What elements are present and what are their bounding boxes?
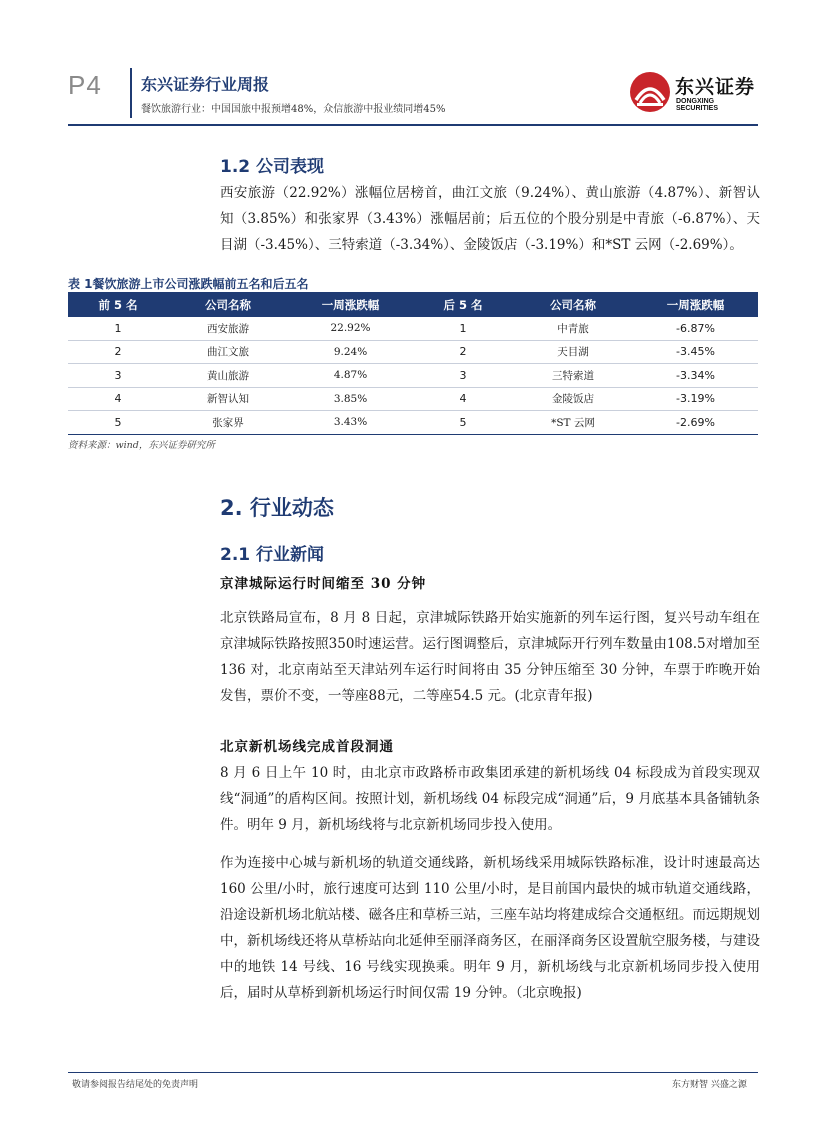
table-cell: 4 [413,387,513,411]
performance-table [68,292,758,435]
table-cell: 9.24% [288,340,413,364]
table-cell: 2 [68,340,168,364]
table-cell: 5 [68,411,168,435]
table-caption: 表 1餐饮旅游上市公司涨跌幅前五名和后五名 [68,277,309,291]
table-cell: 张家界 [168,411,288,435]
news-paragraph: 8 月 6 日上午 10 时，由北京市政路桥市政集团承建的新机场线 04 标段成为首段实现双线“洞通”的盾构区间。按照计划，新机场线 04 标段完成“洞通”后，9 月底基本具备铺轨条件。明年 9 月，新机场线将与北京新机场同步投入使用。 [220,765,760,833]
table-cell: 西安旅游 [168,317,288,340]
table-row [68,364,758,388]
table-cell: -6.87% [633,317,758,340]
table-source: 资料来源：wind，东兴证券研究所 [68,440,215,451]
table-row [68,340,758,364]
page-number: P4 [68,70,102,100]
logo-chinese-name: 东兴证券 [675,76,756,98]
news-paragraph: 北京铁路局宣布，8 月 8 日起，京津城际铁路开始实施新的列车运行图，复兴号动车组在京津城际铁路按照350时速运营。运行图调整后，京津城际开行列车数量由108.5对增加至 136 对，北京南站至天津站列车运行时间将由 35 分钟压缩至 30 分钟，车票于昨晚开始发售，票价不变，一等座88元，二等座54.5 元。(北京青年报) [220,610,760,704]
header-rule [68,124,758,126]
table-cell: 黄山旅游 [168,364,288,388]
company-logo [628,70,758,114]
table-cell: 1 [413,317,513,340]
table-cell: 4.87% [288,364,413,388]
table-cell: -3.45% [633,340,758,364]
table-header-cell: 一周涨跌幅 [633,292,758,317]
table-cell: *ST 云网 [513,411,633,435]
table-cell: 3.43% [288,411,413,435]
table-row [68,387,758,411]
table-cell: 天目湖 [513,340,633,364]
table-header-row [68,292,758,317]
footer-rule [68,1072,758,1073]
table-cell: 5 [413,411,513,435]
header-divider [130,68,132,118]
section-heading-industry-news: 2. 行业动态 [220,496,334,520]
table-cell: 1 [68,317,168,340]
table-row [68,411,758,435]
table-cell: 中青旅 [513,317,633,340]
footer-disclaimer: 敬请参阅报告结尾处的免责声明 [72,1080,199,1090]
report-title: 东兴证券行业周报 [141,75,270,94]
table-header-cell: 公司名称 [168,292,288,317]
news-title: 京津城际运行时间缩至 30 分钟 [220,576,427,592]
table-header-cell: 一周涨跌幅 [288,292,413,317]
table-cell: 3 [413,364,513,388]
news-paragraph: 作为连接中心城与新机场的轨道交通线路，新机场线采用城际铁路标准，设计时速最高达 160 公里/小时，旅行速度可达到 110 公里/小时，是目前国内最快的城市轨道交通线路，沿途设新机场北航站楼、磁各庄和草桥三站，三座车站均将建成综合交通枢纽。而远期规划中，新机场线还将从草桥站向北延伸至丽泽商务区，在丽泽商务区设置航空服务楼，与建设中的地铁 14 号线、16 号线实现换乘。明年 9 月，新机场线与北京新机场同步投入使用后，届时从草桥到新机场运行时间仅需 19 分钟。（北京晚报) [220,855,760,1001]
table-cell: 22.92% [288,317,413,340]
table-header-cell: 前 5 名 [68,292,168,317]
table-cell: 3 [68,364,168,388]
table-cell: -3.19% [633,387,758,411]
table-header-cell: 后 5 名 [413,292,513,317]
table-cell: 4 [68,387,168,411]
table-cell: -2.69% [633,411,758,435]
logo-mark-icon [628,70,672,114]
table-cell: -3.34% [633,364,758,388]
footer-slogan: 东方财智 兴盛之源 [672,1080,747,1090]
table-header-cell: 公司名称 [513,292,633,317]
table-cell: 3.85% [288,387,413,411]
subsection-heading-news: 2.1 行业新闻 [220,545,325,565]
logo-english-name: DONGXING SECURITIES [676,98,719,112]
news-title: 北京新机场线完成首段洞通 [220,739,394,755]
table-cell: 金陵饭店 [513,387,633,411]
table-cell: 三特索道 [513,364,633,388]
table-cell: 新智认知 [168,387,288,411]
report-subtitle: 餐饮旅游行业：中国国旅中报预增48%，众信旅游中报业绩同增45% [141,104,446,115]
section-heading-company-performance: 1.2 公司表现 [220,157,325,177]
company-performance-text: 西安旅游（22.92%）涨幅位居榜首，曲江文旅（9.24%）、黄山旅游（4.87%）、新智认知（3.85%）和张家界（3.43%）涨幅居前；后五位的个股分别是中青旅（-6.87%）、天目湖（-3.45%）、三特索道（-3.34%）、金陵饭店（-3.19%）和*ST 云网（-2.69%）。 [220,185,760,253]
table-cell: 曲江文旅 [168,340,288,364]
table-row [68,317,758,340]
table-cell: 2 [413,340,513,364]
